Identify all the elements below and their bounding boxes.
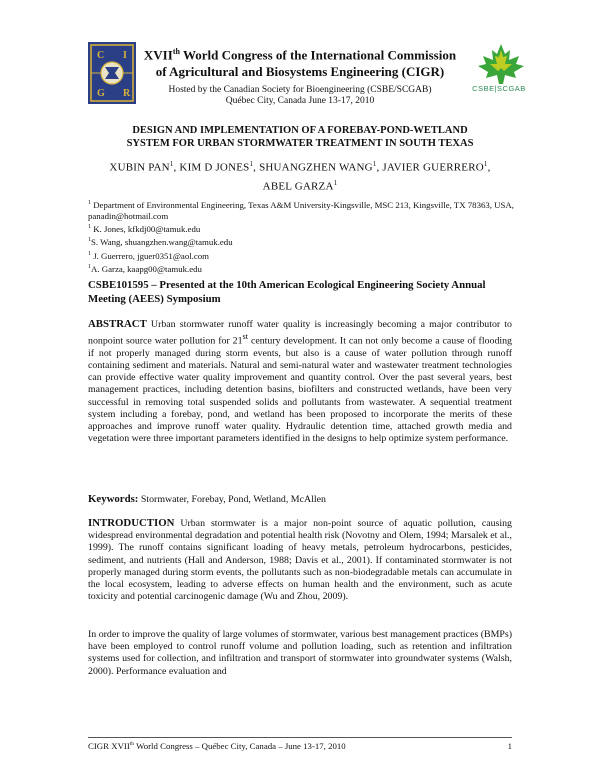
cigr-logo bbox=[88, 42, 136, 104]
abstract-heading: ABSTRACT bbox=[88, 318, 147, 330]
introduction: INTRODUCTION Urban stormwater is a major non-point source of aquatic pollution, causing widespread environmental degradation and potential health risk (Novotny and Olem, 1994; Marsalek et al., 1999). The runoff contains significant loading of heavy metals, petroleum hydrocarbons, pesticides, sediment, and nutrients (Hall and Anderson, 1988; Davis et al., 2001). If contaminated stormwater is not properly managed during storm events, the pollutants such as non-biodegradable metals can accumulate in the local ecosystem, leading to adverse effects on human health and the environment, such as acute toxicity and potential carcinogenic damage (Wu and Zhou, 2009). bbox=[88, 517, 512, 603]
abstract: ABSTRACT Urban stormwater runoff water quality is increasingly becoming a major contributor to nonpoint source water pollution for 21st century development. It can not only become a cause of flooding if not properly managed during storm events, but also is a cause of water pollution through runoff containing sediment and materials. Natural and semi-natural water and wastewater treatment technologies can provide effective water quality improvement and quantity control. Over the past several years, best management practices, including detention basins, biofilters and constructed wetlands, have been very successful in removing total suspended solids and pollutants from wastewater. A sequential treatment system including a forebay, pond, and wetland has been proposed to incorporate the merits of these approaches and improve runoff water quality. Hydraulic detention time, attached growth media and vegetation were three important parameters identified in the designs to help optimize system performance. bbox=[88, 318, 512, 445]
affiliation-item: $^1$S. Wang, shuangzhen.wang@tamuk.edu bbox=[88, 237, 233, 248]
affiliation-item: $^1$ K. Jones, kfkdj00@tamuk.edu bbox=[88, 224, 201, 235]
cigr-letter-c: C bbox=[97, 50, 105, 61]
hosted-line1: Hosted by the Canadian Society for Bioengineering (CSBE/SCGAB) bbox=[168, 85, 432, 95]
author-name: KIM D JONES bbox=[179, 161, 250, 174]
footer-divider bbox=[88, 737, 512, 738]
paper-id: CSBE101595 bbox=[88, 279, 149, 291]
cigr-letter-i: I bbox=[123, 50, 127, 61]
affiliations bbox=[88, 198, 518, 275]
conference-title-line1: XVIIth World Congress of the International Commission bbox=[143, 47, 457, 63]
paper-title bbox=[85, 124, 515, 150]
page-number: 1 bbox=[507, 741, 512, 751]
author-list bbox=[85, 157, 515, 194]
introduction-heading: INTRODUCTION bbox=[88, 517, 175, 529]
cigr-letter-g: G bbox=[97, 88, 105, 99]
body-paragraph: In order to improve the quality of large volumes of stormwater, various best management practices (BMPs) have been employed to control runoff volume and pollution loading, such as retention and infiltration systems used for collection, and infiltration and transport of stormwater into groundwater systems (Walsh, 2000). Performance evaluation and bbox=[88, 629, 512, 677]
affiliation-item: $^1$ J. Guerrero, jguer0351@aol.com bbox=[88, 250, 210, 261]
paper-title-line1: DESIGN AND IMPLEMENTATION OF A FOREBAY-POND-WETLAND bbox=[132, 125, 468, 136]
keywords: Keywords: Stormwater, Forebay, Pond, Wetland, McAllen bbox=[88, 493, 326, 505]
paper-title-line2: SYSTEM FOR URBAN STORMWATER TREATMENT IN SOUTH TEXAS bbox=[126, 138, 474, 149]
cigr-letter-r: R bbox=[123, 88, 131, 99]
author-name: XUBIN PAN bbox=[109, 161, 170, 174]
conference-title-line2: of Agricultural and Biosystems Engineering (CIGR) bbox=[155, 64, 445, 80]
keywords-heading: Keywords: bbox=[88, 493, 139, 505]
presentation-note: CSBE101595 – Presented at the 10th American Ecological Engineering Society Annual Meeting (AEES) Symposium bbox=[88, 279, 486, 305]
author-line1: XUBIN PAN$^1$, KIM D JONES$^1$, SHUANGZHEN WANG$^1$, JAVIER GUERRERO$^1$, bbox=[109, 160, 491, 174]
author-name: JAVIER GUERRERO bbox=[382, 161, 484, 174]
page-footer: CIGR XVIIth World Congress – Québec City, Canada – June 13-17, 2010 1 bbox=[88, 741, 512, 751]
hosted-by bbox=[140, 85, 460, 107]
author-name: SHUANGZHEN WANG bbox=[259, 161, 373, 174]
author-line2: ABEL GARZA$^1$ bbox=[262, 178, 338, 193]
author-name: ABEL GARZA bbox=[262, 180, 334, 193]
maple-leaf-icon bbox=[474, 42, 528, 86]
hosted-line2: Québec City, Canada June 13-17, 2010 bbox=[225, 96, 375, 106]
conference-title bbox=[140, 43, 460, 80]
affiliation-item: $^1$A. Garza, kaapg00@tamuk.edu bbox=[88, 263, 202, 274]
csbe-logo-text: CSBE|SCGAB bbox=[472, 84, 526, 93]
cigr-logo-graphic bbox=[88, 42, 136, 104]
affiliation-item: $^1$ Department of Environmental Engineering, Texas A&M University-Kingsville, MSC 213, Kingsville, TX 78363, USA, panadin@hotmail.com bbox=[88, 199, 514, 222]
